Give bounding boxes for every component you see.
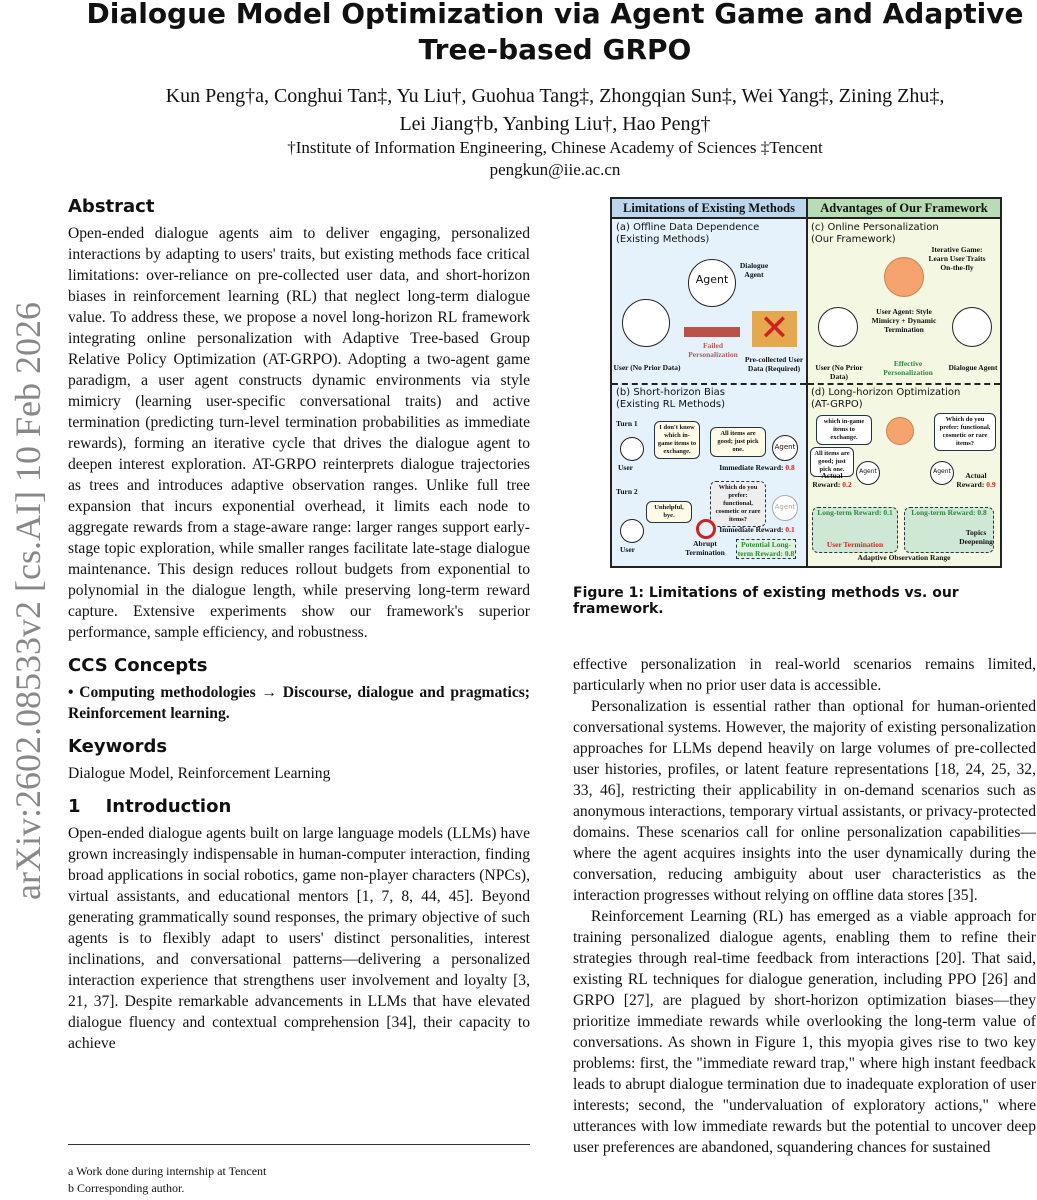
email: pengkun@iie.ac.cn (489, 160, 621, 179)
authors-line-1: Kun Peng†a, Conghui Tan‡, Yu Liu†, Guohua Tang‡, Zhongqian Sun‡, Wei Yang‡, Zining Zhu‡, (165, 85, 945, 107)
divider (612, 383, 806, 385)
long-term-box-2 (904, 507, 994, 553)
abstract-text: Open-ended dialogue agents aim to deliver engaging, personalized interactions by adapting to users' traits, but existing methods face critical limitations: over-reliance on pre-collected user data, and short-horizon biases in reinforcement learning (RL) that neglect long-term dialogue value. To address these, we propose a novel long-horizon RL framework integrating online personalization with Adaptive Tree-based Group Relative Policy Optimization (AT-GRPO). Adopting a two-agent game paradigm, a user agent constructs dynamic environments via style mimicry (learning user-specific conversational traits) and active termination (predicting turn-level termination probabilities as immediate rewards), forming an iterative cycle that drives the dialogue agent to deepen interest exploration. AT-GRPO reinterprets dialogue trajectories as trees and introduces adaptive observation ranges. Unlike full tree expansion that incurs exponential overhead, it limits each node to aggregate rewards from a stage-aware range: larger ranges support early-stage topic exploration, while smaller ranges facilitate late-stage dialogue maintenance. This design reduces rollout budgets from exponential to polynomial in the dialogue length, while preserving long-term reward capture. Extensive experiments show our framework's superior performance, sample efficiency, and robustness. (68, 225, 530, 641)
speech-bubble: Unhelpful, bye. (646, 501, 692, 523)
potential-reward: Potential Long-term Reward: 0.8 (737, 540, 795, 558)
panel-a-title: (a) Offline Data Dependence (616, 222, 760, 233)
left-header: Limitations of Existing Methods (612, 199, 806, 219)
turn1-label: Turn 1 (616, 419, 638, 428)
user-agent-icon (884, 257, 924, 297)
reward-label: Immediate Reward: (719, 463, 784, 472)
agent-icon: Agent (930, 461, 954, 485)
agent-icon: Agent (772, 435, 798, 461)
reward-value: 0.2 (842, 480, 852, 489)
dialogue-agent-icon (952, 307, 992, 347)
user-agent-label: User Agent: Style Mimicry + Dynamic Termination (871, 307, 937, 334)
reward-value: 0.9 (986, 480, 996, 489)
speech-bubble: Which do you prefer: functional, cosmetic or rare items? (710, 481, 766, 527)
reward-value: 0.8 (785, 463, 795, 472)
figure-caption: Figure 1: Limitations of existing methods vs. our framework. (573, 585, 959, 617)
reward-label: Actual Reward: (956, 471, 987, 489)
left-column (68, 196, 530, 1054)
footnotes (68, 1144, 530, 1197)
dialogue-agent-label: Dialogue Agent (948, 363, 998, 372)
affiliation: †Institute of Information Engineering, Chinese Academy of Sciences ‡Tencent (287, 138, 823, 157)
panel-b-sub: (Existing RL Methods) (616, 399, 726, 410)
agent-icon: Agent (772, 495, 798, 521)
agent-icon: Agent (856, 461, 880, 485)
panel-c-title: (c) Online Personalization (811, 222, 939, 233)
keywords-heading: Keywords (68, 736, 168, 757)
divider (808, 383, 1000, 385)
actual-reward-1 (812, 471, 852, 489)
dialogue-agent-label: Dialogue Agent (739, 261, 769, 279)
panel-a-sub: (Existing Methods) (616, 234, 710, 245)
game-label: Iterative Game: Learn User Traits On-the-fly (928, 245, 986, 272)
speech-bubble: All items are good; just pick one. (710, 427, 766, 457)
reward-value: 0.1 (785, 525, 795, 534)
panel-c-sub: (Our Framework) (811, 234, 896, 245)
authors-line-2: Lei Jiang†b, Yanbing Liu†, Hao Peng† (399, 113, 711, 135)
panel-d-title: (d) Long-horizon Optimization (811, 387, 961, 398)
keywords-text: Dialogue Model, Reinforcement Learning (68, 765, 331, 782)
paragraph: Reinforcement Learning (RL) has emerged as a viable approach for training personalized dialogue agents, enabling them to refine their strategies through real-time feedback from interactions [20]. That said, existing RL techniques for dialogue generation, including PPO [26] and GRPO [27], are plagued by short-horizon optimization biases—they prioritize immediate rewards while overlooking the long-term value of conversations. As shown in Figure 1, this myopia gives rise to two key problems: first, the "immediate reward trap," where high instant feedback leads to abrupt dialogue termination due to inadequate exploration of user interests; second, the "undervaluation of exploratory actions," where utterances with low immediate rewards but the potential to uncover deep user preferences are abandoned, squandering chances for sustained (573, 908, 1036, 1156)
long-term-reward: Long-term Reward: 0.8 (911, 508, 987, 517)
arrow-icon (684, 327, 740, 337)
reward-label: Immediate Reward: (719, 525, 784, 534)
intro-text: Open-ended dialogue agents built on large language models (LLMs) have grown increasingly indispensable in human-computer interaction, finding broad applications in social robotics, game non-player characters (NPCs), virtual assistants, and educational mentors [1, 7, 8, 44, 45]. Beyond generating grammatically sound responses, the primary objective of such agents is to flexibly adapt to users' distinct personalities, interest inclinations, and conversational patterns—delivering a personalized interaction experience that strengthens user involvement and loyalty [3, 21, 37]. Despite remarkable advancements in LLMs that have elevated dialogue fluency and contextual comprehension [34], their capacity to achieve (68, 825, 530, 1052)
user-icon (620, 437, 644, 461)
effective-label: Effective Personalization (883, 359, 933, 377)
footnote-a: a Work done during internship at Tencent (68, 1164, 267, 1178)
user-label: User (618, 463, 633, 472)
topics-label: Topics Deepening (959, 528, 993, 546)
ccs-heading: CCS Concepts (68, 655, 208, 676)
speech-bubble: which in-game items to exchange. (816, 415, 872, 445)
speech-bubble: Which do you prefer: functional, cosmetic or rare items? (934, 413, 996, 451)
turn2-label: Turn 2 (616, 487, 638, 496)
range-label: Adaptive Observation Range (857, 553, 951, 562)
user-figure-icon (622, 299, 670, 347)
data-label: Pre-collected User Data (Required) (744, 355, 804, 373)
right-column (573, 654, 1036, 1158)
panel-d-sub: (AT-GRPO) (811, 399, 863, 410)
paper-title: Dialogue Model Optimization via Agent Game and Adaptive Tree-based GRPO (86, 0, 1024, 66)
reward-label: Actual Reward: (812, 471, 843, 489)
ccs-text: • Computing methodologies → Discourse, dialogue and pragmatics; Reinforcement learning. (68, 684, 530, 722)
panel-b-title: (b) Short-horizon Bias (616, 387, 725, 398)
abstract-heading: Abstract (68, 196, 155, 217)
speech-bubble: All items are good; just pick one. (810, 447, 854, 477)
intro-heading: 1 Introduction (68, 796, 232, 817)
paragraph: effective personalization in real-world scenarios remains limited, particularly when no prior user data is accessible. (573, 656, 1036, 694)
authors (60, 82, 1037, 138)
user-label: User (No Prior Data) (613, 363, 681, 372)
figure-right-panel (808, 199, 1000, 566)
footnote-b: b Corresponding author. (68, 1181, 185, 1195)
paragraph: Personalization is essential rather than optional for human-oriented conversational systems. However, the majority of existing personalization approaches for LLMs depend heavily on large volumes of pre-collected user histories, profiles, or latent feature representations [18, 24, 25, 32, 33, 46], restricting their applicability in on-demand scenarios such as anonymous interactions, temporary virtual assistants, or privacy-protected domains. These scenarios call for online personalization capabilities—where the agent acquires insights into the user dynamically during the conversation, reducing ambiguity about user characteristics as the interaction progresses without relying on offline data stores [35]. (573, 698, 1036, 904)
user-label: User (No Prior Data) (815, 363, 863, 381)
figure-left-panel (612, 199, 808, 566)
user-icon (818, 307, 858, 347)
user-icon (620, 519, 644, 543)
user-label: User (620, 545, 635, 554)
arxiv-stamp: arXiv:2602.08533v2 [cs.AI] 10 Feb 2026 (8, 302, 48, 900)
failed-label: Failed Personalization (688, 341, 738, 359)
right-header: Advantages of Our Framework (808, 199, 1000, 219)
reward-1 (712, 463, 802, 472)
speech-bubble: I don't know which in-game items to exchange. (654, 421, 700, 459)
long-term-reward: Long-term Reward: 0.1 (817, 508, 893, 517)
termination-label: User Termination (826, 540, 884, 549)
user-agent-icon (886, 417, 914, 445)
affiliation-block (60, 137, 1037, 181)
figure-1 (610, 197, 1002, 568)
reward-2 (712, 525, 802, 534)
crossed-folder-icon: ✕ (752, 311, 797, 347)
actual-reward-2 (956, 471, 996, 489)
long-term-box-1 (812, 507, 898, 553)
stop-icon (696, 519, 716, 539)
abrupt-label: Abrupt Termination (685, 539, 725, 557)
agent-figure-icon: Agent (688, 259, 736, 307)
